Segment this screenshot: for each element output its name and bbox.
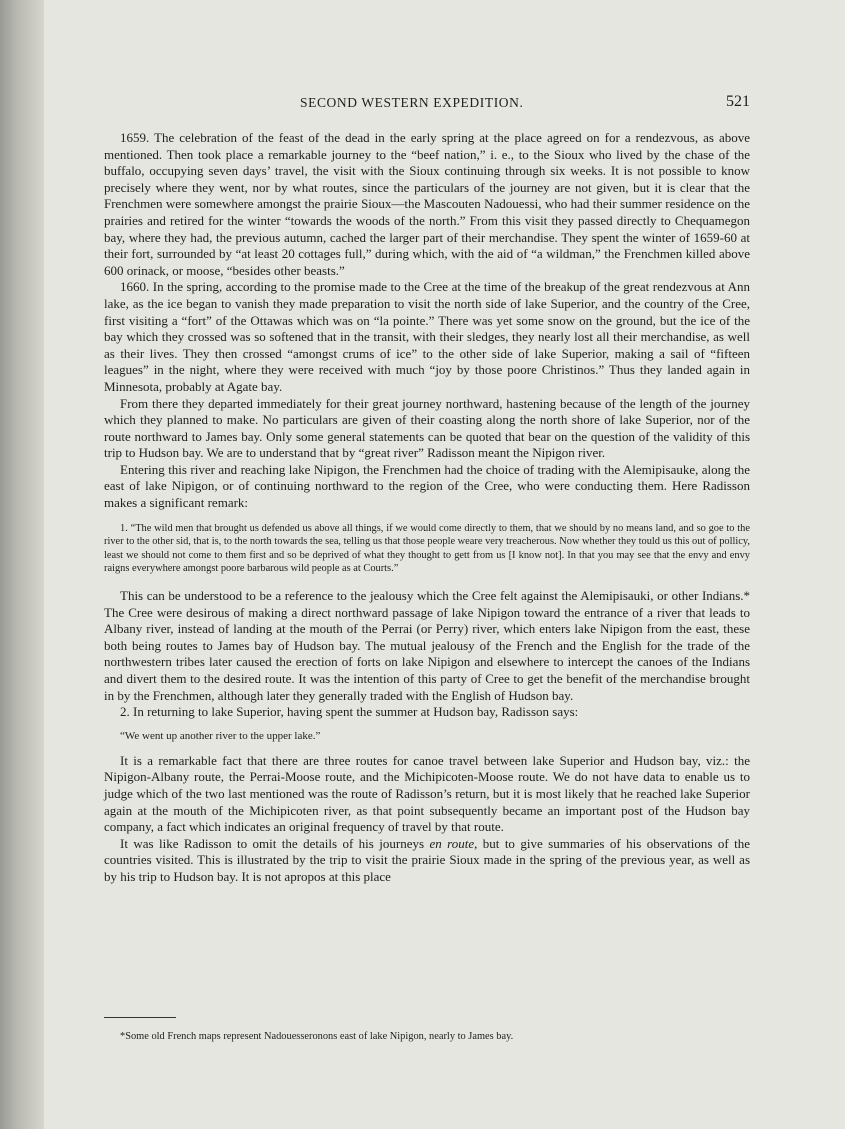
paragraph-1660: 1660. In the spring, according to the promise made to the Cree at the time of the breakup of the great rendezvous at Ann lake, as the ice began to vanish they made preparation to visit the north side of lake Superior, and the country of the Cree, first visiting a “fort” of the Ottawas which was on “la pointe.” There was yet some snow on the ground, but the ice of the bay which they crossed was so softened that in the transit, with their sledges, they nearly lost all their merchandise, as well as their lives. They then crossed “amongst crums of ice” to the other side of lake Superior, making a sail of “fifteen leagues” in the night, where they were received with much “joy by those poore Christinos.” Thus they landed again in Minnesota, probably at Agate bay. [104,279,750,394]
running-title: SECOND WESTERN EXPEDITION. [300,95,524,110]
binding-gutter [0,0,44,1129]
quote-upper-lake: “We went up another river to the upper lake.” [120,729,321,742]
text-before-italic: It was like Radisson to omit the details of his journeys [120,835,430,851]
paragraph-jealousy: This can be understood to be a reference to the jealousy which the Cree felt against the Alemipisauki, or other Indians.* The Cree were desirous of making a direct northward passage of lake Nipigon toward the entrance of a river that leads to Albany river, instead of landing at the mouth of the Perrai (or Perry) river, which enters lake Nipigon from the east, these both being routes to James bay of Hudson bay. The mutual jealousy of the French and the English for the trade of the northwestern tribes later caused the erection of forts on lake Nipigon and elsewhere to intercept the canoes of the Indians and divert them to the desired route. It was the intention of this party of Cree to get the benefit of the merchandise brought in by the Frenchmen, although later they generally traded with the English of Hudson bay. [104,588,750,703]
italic-en-route: en route [429,835,475,851]
page-body [104,130,750,886]
paragraph-returning: 2. In returning to lake Superior, having spent the summer at Hudson bay, Radisson says: [120,704,579,720]
note-1-quote: 1. “The wild men that brought us defended us above all things, if we would come directly to them, that we should by no means land, and so goe to the river to the other sid, that is, to the north towards the sea, telling us that those people weare very treacherous. Now whether they tould us this out of pollicy, least we should not come to them first and so be deprived of what they thought to gett from us [I know not]. In that you may see that the envy and envy raigns everywhere amongst poore barbarous wild people as at Courts.” [104,522,750,575]
page-number: 521 [726,93,750,110]
footnote-rule [104,1017,176,1018]
paragraph-en-route [104,836,750,886]
text-after-italic: , but to give summaries of his observations of the countries visited. This is illustrated by the trip to visit the prairie Sioux made in the spring of the previous year, as well as by his trip to Hudson bay. It is not apropos at this place [104,835,750,884]
paragraph-northward: From there they departed immediately for their great journey northward, hastening because of the length of the journey which they planned to make. No particulars are given of their coasting along the north shore of lake Superior, nor of the route northward to James bay. Only some general statements can be quoted that bear on the question of the validity of this trip to Hudson bay. We are to understand that by “great river” Radisson meant the Nipigon river. [104,395,750,461]
footnote: *Some old French maps represent Nadouesseronons east of lake Nipigon, nearly to James bay. [120,1031,514,1042]
paragraph-1659: 1659. The celebration of the feast of the dead in the early spring at the place agreed on for a rendezvous, as above mentioned. Then took place a remarkable journey to the “beef nation,” i. e., to the Sioux who lived by the chase of the buffalo, occupying seven days’ travel, the visit with the Sioux continuing through six weeks. It is not possible to know precisely where they went, nor by what routes, since the particulars of the journey are not given, but it is clear that the Frenchmen were somewhere amongst the prairie Sioux—the Mascouten Nadouessi, who had their summer residence on the prairies and retired for the winter “towards the woods of the north.” From this visit they passed directly to Chequamegon bay, where they had, the previous autumn, cached the larger part of their merchandise. They spent the winter of 1659-60 at their fort, surrounded by “at least 20 cottages full,” during which, with the aid of “a wildman,” the Frenchmen killed above 600 orinack, or moose, “besides other beasts.” [104,130,750,278]
running-header [300,95,750,119]
paragraph-nipigon: Entering this river and reaching lake Nipigon, the Frenchmen had the choice of trading with the Alemipisauke, along the east of lake Nipigon, or of continuing northward to the region of the Cree, who were conducting them. Here Radisson makes a significant remark: [104,461,750,511]
paragraph-routes: It is a remarkable fact that there are three routes for canoe travel between lake Superior and Hudson bay, viz.: the Nipigon-Albany route, the Perrai-Moose route, and the Michipicoten-Moose route. We do not have data to enable us to judge which of the two last mentioned was the route of Radisson’s return, but it is most likely that he reached lake Superior again at the mouth of the Michipicoten river, as that point subsequently became an important post of the Hudson bay company, a fact which indicates an original frequency of travel by that route. [104,752,750,835]
